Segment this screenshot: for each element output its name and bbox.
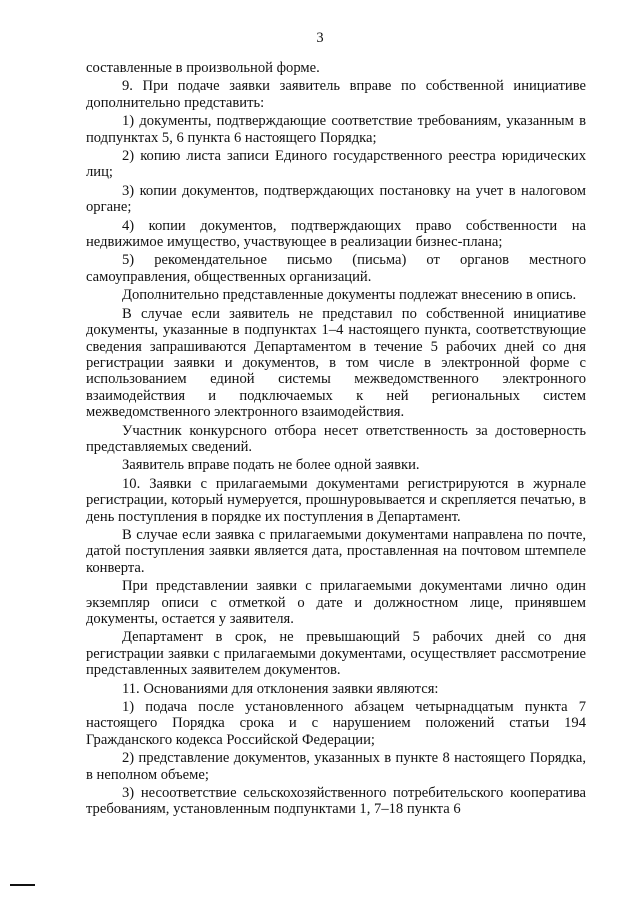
paragraph-clause-9-item-4: 4) копии документов, подтверждающих право собственности на недвижимое имущество, участвующее в реализации бизнес-плана; — [86, 217, 586, 251]
paragraph-requests: В случае если заявитель не представил по собственной инициативе документы, указанные в подпунктах 1–4 настоящего пункта, соответствующие сведения запрашиваются Департаментом в течение 5 рабочих дней со дня регистрации заявки и документов, в том числе в электронной форме с использованием единой системы межведомственного электронного взаимодействия и подключаемых к ней региональных систем межведомственного электронного взаимодействия. — [86, 305, 586, 421]
margin-line — [10, 884, 35, 886]
paragraph-review: Департамент в срок, не превышающий 5 рабочих дней со дня регистрации заявки с прилагаемыми документами, осуществляет рассмотрение представленных заявителем документов. — [86, 629, 586, 679]
paragraph-clause-9: 9. При подаче заявки заявитель вправе по собственной инициативе дополнительно представить: — [86, 78, 586, 111]
paragraph-inventory: Дополнительно представленные документы подлежат внесению в опись. — [122, 287, 577, 304]
paragraph-clause-11-item-1: 1) подача после установленного абзацем четырнадцатым пункта 7 настоящего Порядка срока и с нарушением положений статьи 194 Гражданского кодекса Российской Федерации; — [86, 699, 586, 748]
paragraph-clause-11-item-3: 3) несоответствие сельскохозяйственного потребительского кооператива требованиям, установленным подпунктами 1, 7–18 пункта 6 — [86, 785, 586, 818]
page-number: 3 — [316, 30, 324, 46]
paragraph-postal: В случае если заявка с прилагаемыми документами направлена по почте, датой поступления заявки является дата, проставленная на почтовом штемпеле конверта. — [86, 526, 586, 576]
paragraph-responsibility: Участник конкурсного отбора несет ответственность за достоверность представляемых сведений. — [86, 422, 586, 455]
paragraph-clause-11: 11. Основаниями для отклонения заявки являются: — [122, 680, 439, 697]
paragraph-clause-10: 10. Заявки с прилагаемыми документами регистрируются в журнале регистрации, который нумеруется, прошнуровывается и скрепляется печатью, в день поступления в порядке их поступления в Департамент. — [86, 475, 586, 525]
paragraph-clause-9-item-1: 1) документы, подтверждающие соответствие требованиям, указанным в подпунктах 5, 6 пункта 6 настоящего Порядка; — [86, 113, 586, 146]
paragraph-clause-11-item-2: 2) представление документов, указанных в пункте 8 настоящего Порядка, в неполном объеме; — [86, 750, 586, 783]
paragraph-clause-9-item-5: 5) рекомендательное письмо (письма) от органов местного самоуправления, общественных организаций. — [86, 252, 586, 285]
paragraph-continuation: составленные в произвольной форме. — [86, 60, 320, 76]
paragraph-clause-9-item-2: 2) копию листа записи Единого государственного реестра юридических лиц; — [86, 148, 586, 181]
paragraph-in-person: При представлении заявки с прилагаемыми документами лично один экземпляр описи с отметкой о дате и должностном лице, принявшем документы, остается у заявителя. — [86, 578, 586, 627]
paragraph-clause-9-item-3: 3) копии документов, подтверждающих постановку на учет в налоговом органе; — [86, 182, 586, 216]
paragraph-single-application: Заявитель вправе подать не более одной заявки. — [122, 457, 420, 474]
document-body — [86, 60, 586, 820]
